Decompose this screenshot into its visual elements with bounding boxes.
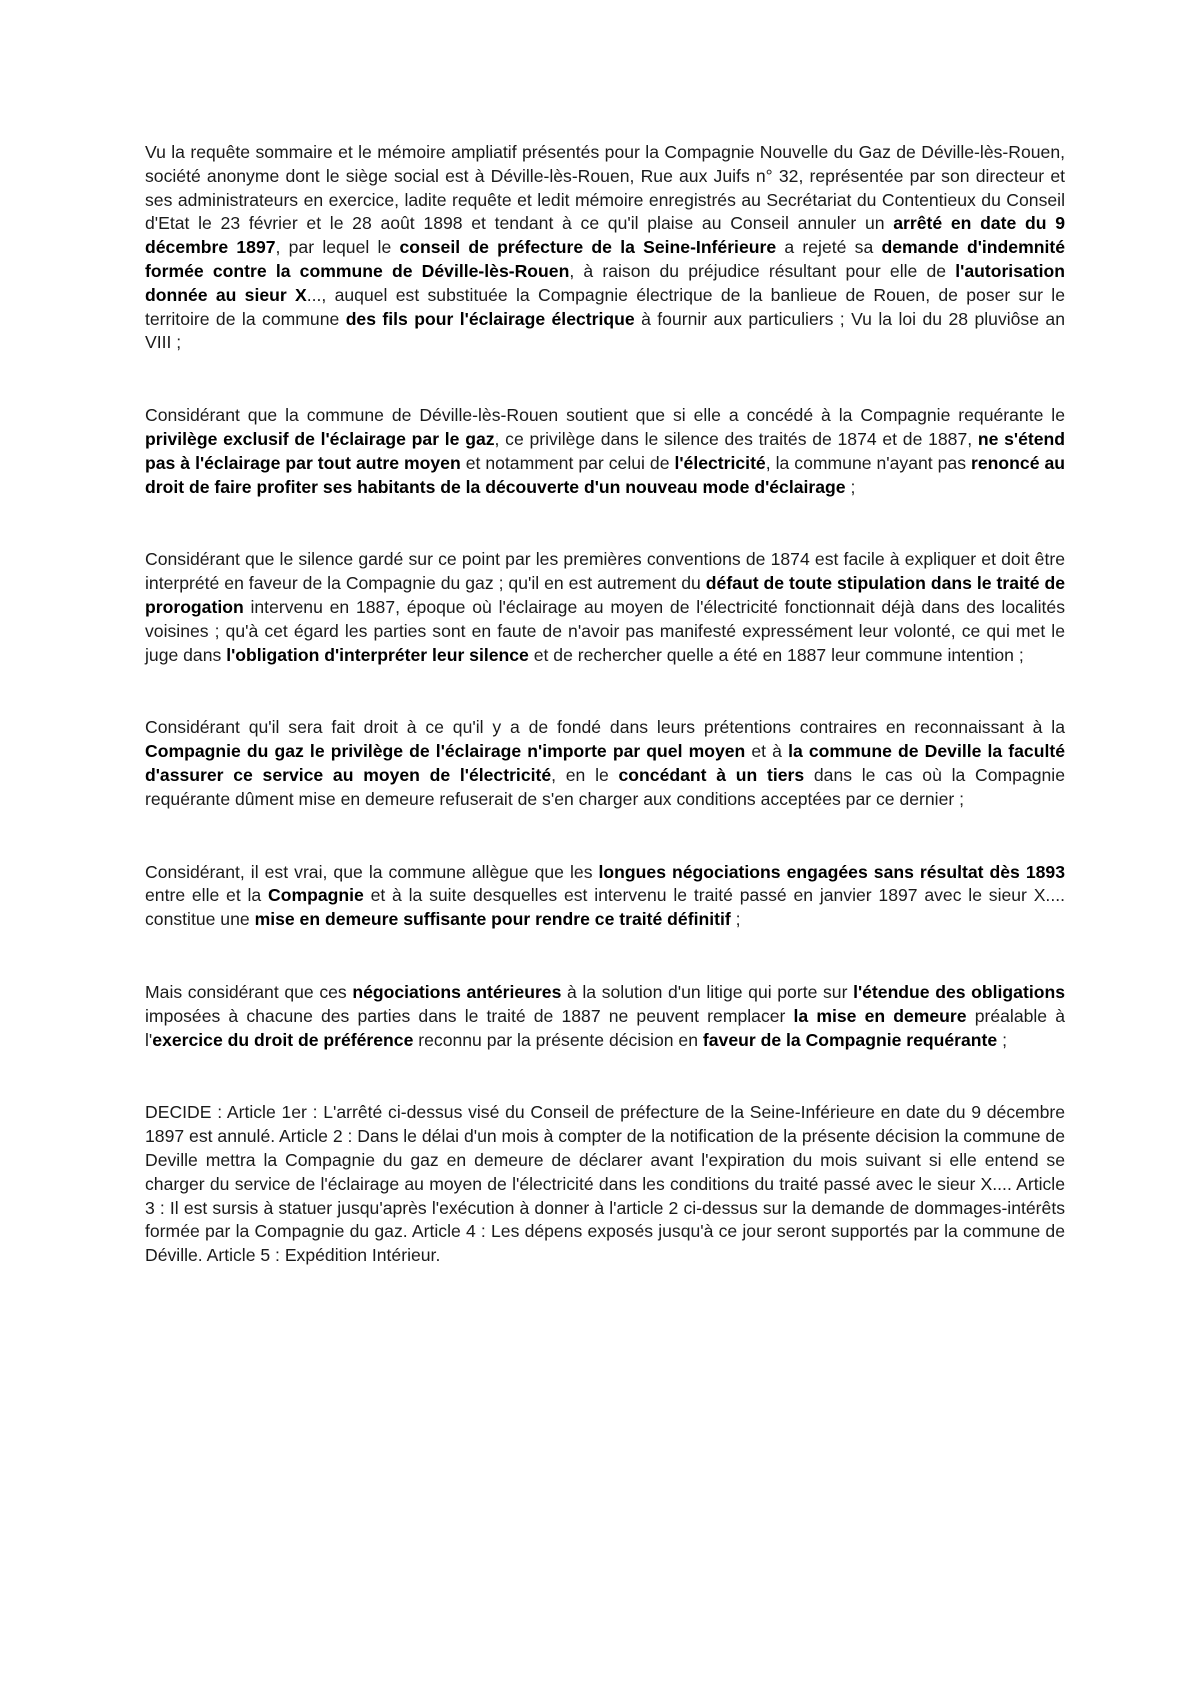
paragraph-considerant-5 [145,981,1065,1052]
bold-run: longues négociations engagées sans résultat dès 1893 [598,861,1066,882]
text-run: à la solution d'un litige qui porte sur [561,981,854,1002]
bold-run: Compagnie du gaz le privilège de l'éclairage n'importe par quel moyen [145,741,746,762]
text-run: ; [997,1029,1007,1050]
text-run: à fournir aux particuliers ; Vu la loi du 28 pluviôse an VIII ; [145,308,1065,353]
bold-run: la commune de Deville la faculté d'assurer ce service au moyen de l'électricité [145,741,1065,785]
paragraph-decision [145,1101,1065,1268]
bold-run: l'autorisation donnée au sieur X [145,260,1066,305]
bold-run: l'électricité [674,452,766,473]
text-run: intervenu en 1887, époque où l'éclairage au moyen de l'électricité fonctionnait déjà dans des localités voisines ; qu'à cet égard les parties sont en faute de n'avoir pas manifesté expressément leur volonté, ce qui met le juge dans [145,596,1065,665]
bold-run: renoncé au droit de faire profiter ses habitants de la découverte d'un nouveau mode d'éclairage [145,452,1065,497]
document-body [145,141,1065,1268]
text-run: Vu la requête sommaire et le mémoire ampliatif présentés pour la Compagnie Nouvelle du Gaz de Déville-lès-Rouen, société anonyme dont le siège social est à Déville-lès-Rouen, Rue aux Juifs n° 32, représentée par son directeur et ses administrateurs en exercice, ladite requête et ledit mémoire enregistrés au Secrétariat du Contentieux du Conseil d'Etat le 23 février et le 28 août 1898 et tendant à ce qu'il plaise au Conseil annuler un [145,142,1065,234]
bold-run: la mise en demeure [793,1005,967,1026]
bold-run: conseil de préfecture de la Seine-Inférieure [399,237,777,258]
bold-run: Compagnie [268,885,364,906]
bold-run: concédant à un tiers [618,764,805,785]
text-run: a rejeté sa [776,237,882,258]
bold-run: demande d'indemnité formée contre la commune de Déville-lès-Rouen [145,237,1065,281]
bold-run: ne s'étend pas à l'éclairage par tout autre moyen [145,428,1065,473]
paragraph-visa [145,141,1065,355]
text-run: , par lequel le [275,237,400,258]
text-run: Considérant que le silence gardé sur ce point par les premières conventions de 1874 est facile à expliquer et doit être interprété en faveur de la Compagnie du gaz ; qu'il en est autrement du [145,549,1065,594]
bold-run: faveur de la Compagnie requérante [702,1029,998,1050]
text-run: Considérant qu'il sera fait droit à ce qu'il y a de fondé dans leurs prétentions contraires en reconnaissant à la [145,717,1065,738]
text-run: ; [845,476,856,497]
text-run: Mais considérant que ces [145,981,353,1002]
text-run: et de rechercher quelle a été en 1887 leur commune intention ; [528,644,1024,665]
text-run: préalable à l' [145,1005,1066,1050]
text-run: , en le [551,764,619,785]
text-run: imposées à chacune des parties dans le traité de 1887 ne peuvent remplacer [145,1005,794,1026]
text-run: Considérant que la commune de Déville-lès-Rouen soutient que si elle a concédé à la Compagnie requérante le [145,405,1065,426]
bold-run: exercice du droit de préférence [152,1029,414,1050]
text-run: , ce privilège dans le silence des traités de 1874 et de 1887, [494,428,978,449]
bold-run: négociations antérieures [352,981,562,1002]
text-run: Considérant, il est vrai, que la commune allègue que les [145,861,599,882]
text-run: et à la suite desquelles est intervenu le traité passé en janvier 1897 avec le sieur X.... constitue une [145,885,1065,930]
text-run: et à [745,741,789,762]
text-run: ..., auquel est substituée la Compagnie électrique de la banlieue de Rouen, de poser sur le territoire de la commune [145,284,1065,329]
text-run: et notamment par celui de [460,452,675,473]
bold-run: privilège exclusif de l'éclairage par le gaz [145,428,495,449]
text-run: dans le cas où la Compagnie requérante dûment mise en demeure refuserait de s'en charger aux conditions acceptées par ce dernier ; [145,764,1066,809]
bold-run: défaut de toute stipulation dans le traité de prorogation [145,573,1065,617]
paragraph-considerant-3 [145,716,1065,811]
paragraph-considerant-1 [145,404,1065,499]
text-run: ; [730,909,741,930]
text-run: , à raison du préjudice résultant pour elle de [569,260,956,281]
bold-run: l'obligation d'interpréter leur silence [226,644,529,665]
text-run: entre elle et la [145,885,268,906]
text-run: reconnu par la présente décision en [413,1029,703,1050]
bold-run: arrêté en date du 9 décembre 1897 [145,213,1065,258]
text-run: , la commune n'ayant pas [765,452,972,473]
bold-run: mise en demeure suffisante pour rendre ce traité définitif [254,909,731,930]
paragraph-considerant-2 [145,548,1065,667]
bold-run: des fils pour l'éclairage électrique [345,308,635,329]
bold-run: l'étendue des obligations [853,981,1065,1002]
text-run: DECIDE : Article 1er : L'arrêté ci-dessus visé du Conseil de préfecture de la Seine-Inférieure en date du 9 décembre 1897 est annulé. Article 2 : Dans le délai d'un mois à compter de la notification de la présente décision la commune de Deville mettra la Compagnie du gaz en demeure de déclarer avant l'expiration du mois suivant si elle entend se charger du service de l'éclairage au moyen de l'électricité dans les conditions du traité passé avec le sieur X.... Article 3 : Il est sursis à statuer jusqu'après l'exécution à donner à l'article 2 ci-dessus sur la demande de dommages-intérêts formée par la Compagnie du gaz. Article 4 : Les dépens exposés jusqu'à ce jour seront supportés par la commune de Déville. Article 5 : Expédition Intérieur. [145,1102,1065,1266]
paragraph-considerant-4 [145,861,1065,932]
